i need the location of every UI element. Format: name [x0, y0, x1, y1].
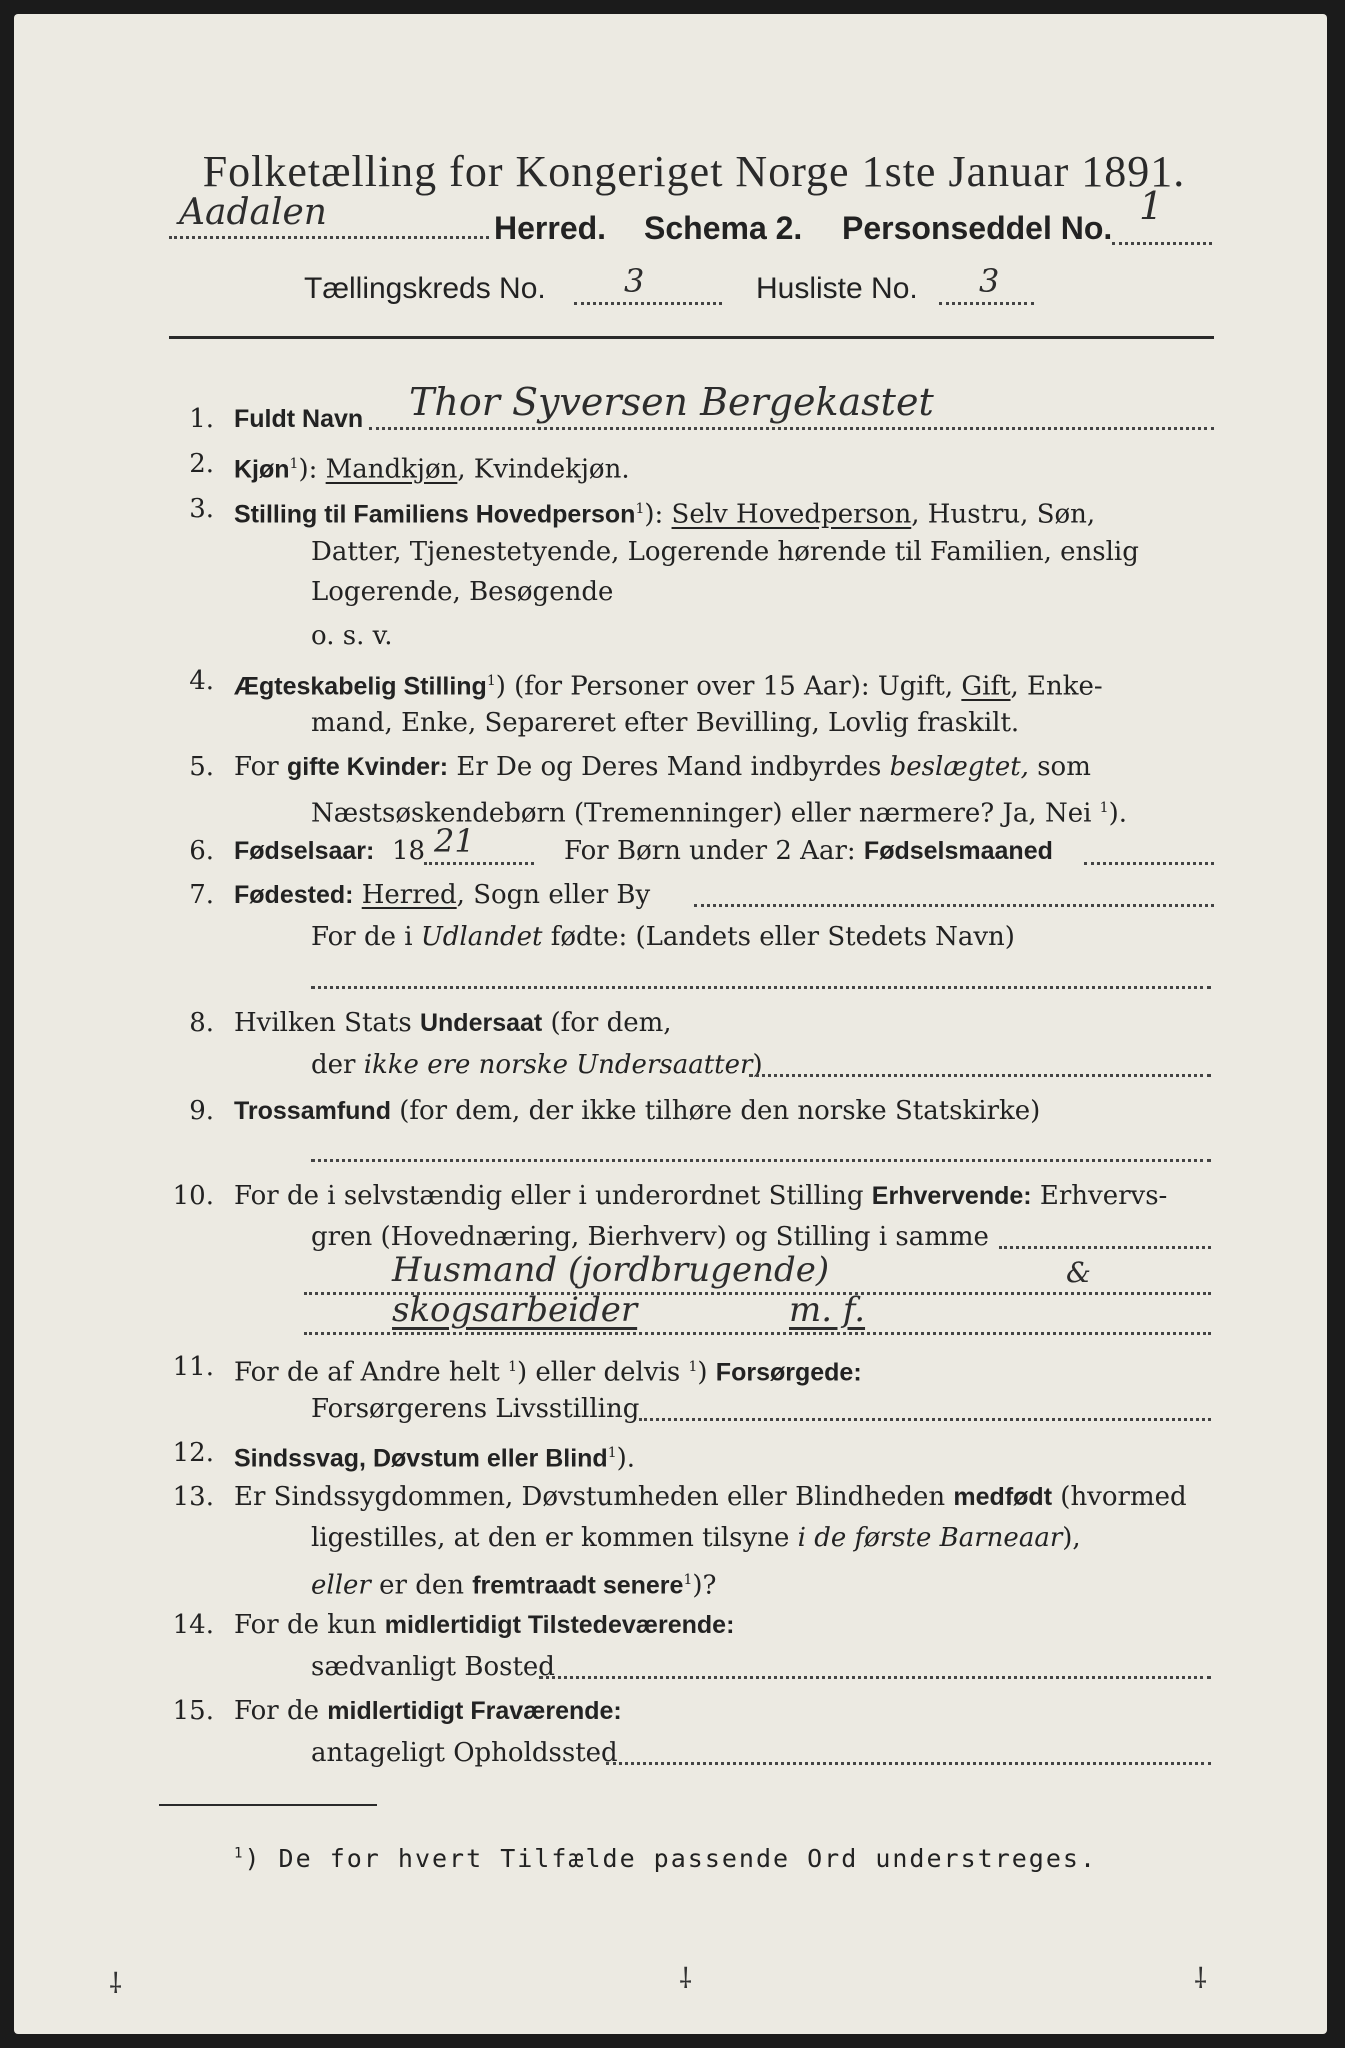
item-text: , Sogn eller By	[456, 880, 651, 910]
personseddel-value: 1	[1139, 184, 1164, 228]
item-label: Trossamfund	[234, 1097, 391, 1125]
item-text: (for dem, der ikke tilhøre den norske Statskirke)	[390, 1096, 1041, 1126]
footnote-ref: 1	[607, 1445, 617, 1461]
taellingskreds-value: 3	[624, 262, 645, 300]
footnote-ref: 1	[683, 1572, 693, 1588]
item-number: 10.	[172, 1181, 214, 1211]
item-label: Fødested:	[234, 881, 354, 909]
birth-month-line	[1084, 862, 1214, 865]
religion-line	[311, 1159, 1211, 1162]
usual-residence-line	[539, 1676, 1211, 1679]
item-number: 12.	[172, 1438, 214, 1468]
item-text: der	[311, 1050, 364, 1080]
footnote-ref: 1	[1099, 800, 1109, 816]
item-text: er den	[370, 1570, 473, 1601]
item-text: For Børn under 2 Aar:	[564, 836, 864, 866]
item-text: Er Sindssygdommen, Døvstumheden eller Blindheden	[234, 1482, 954, 1512]
option-selv-hovedperson-selected: Selv Hovedperson	[671, 499, 912, 530]
footnote-ref: 1	[635, 501, 645, 517]
item-label: Fuldt Navn	[234, 405, 364, 433]
option-mandkjon-selected: Mandkjøn	[325, 454, 458, 485]
item-number: 6.	[189, 836, 214, 866]
footnote-mark: 1	[234, 1845, 245, 1862]
occupation-value-1-tail: &	[1066, 1256, 1091, 1289]
occupation-value-2: skogsarbeider	[392, 1290, 638, 1330]
option-gift-selected: Gift	[961, 671, 1011, 702]
husliste-value: 3	[979, 262, 1000, 300]
item-label: midlertidigt Tilstedeværende:	[384, 1611, 735, 1639]
provider-line	[639, 1418, 1211, 1421]
item-text: ligestilles, at den er kommen tilsyne	[311, 1523, 798, 1553]
birth-year-prefix: 18	[392, 836, 426, 866]
options-line: Logerende, Besøgende	[311, 577, 614, 607]
separator: ):	[644, 499, 664, 530]
census-form	[14, 14, 1327, 2034]
item-text: ).	[616, 1443, 636, 1474]
item-text: For de af Andre helt	[234, 1357, 509, 1388]
item-number: 7.	[189, 880, 214, 910]
husliste-line	[939, 302, 1034, 305]
item-number: 2.	[189, 449, 214, 479]
item-number: 9.	[189, 1096, 214, 1126]
item-italic: Udlandet	[420, 922, 543, 952]
occupation-value-1: Husmand (jordbrugende)	[392, 1250, 830, 1290]
taellingskreds-line	[574, 302, 722, 305]
item-number: 3.	[189, 494, 214, 524]
item-text: ).	[1108, 798, 1128, 829]
item-text: Hvilken Stats	[234, 1008, 420, 1038]
item-text: (for dem,	[542, 1008, 672, 1038]
item-label: gifte Kvinder:	[286, 753, 449, 781]
occupation-value-2-tail: m. f.	[789, 1290, 866, 1330]
options-line: o. s. v.	[311, 621, 393, 651]
item-number: 5.	[189, 752, 214, 782]
header-rule	[169, 336, 1214, 339]
item-text: Erhvervs-	[1031, 1181, 1168, 1211]
full-name-value: Thor Syversen Bergekastet	[409, 380, 934, 424]
herred-value: Aadalen	[179, 192, 327, 233]
option-herred-selected: Herred	[361, 880, 457, 910]
item-italic: eller	[311, 1570, 371, 1601]
form-title: Folketælling for Kongeriget Norge 1ste Januar 1891.	[202, 147, 1186, 196]
item-label: Kjøn	[234, 455, 290, 484]
item-text: sædvanligt Bosted	[311, 1652, 555, 1682]
item-label: fremtraadt senere	[472, 1571, 684, 1600]
corner-mark-right: ⸸	[1194, 1962, 1208, 1995]
item-italic: ikke ere norske Undersaatter	[363, 1050, 753, 1080]
footnote-ref: 1	[486, 673, 496, 689]
herred-label: Herred.	[494, 210, 607, 246]
item-text: For de i	[311, 922, 421, 952]
item-text: Er De og Deres Mand indbyrdes	[448, 752, 890, 782]
census-sheet	[14, 14, 1327, 2034]
full-name-line	[369, 427, 1214, 430]
item-text: ),	[1062, 1523, 1081, 1553]
nationality-line	[749, 1074, 1211, 1077]
item-text: )	[752, 1050, 763, 1080]
footnote-ref: 1	[289, 456, 299, 472]
item-italic: beslægtet,	[889, 752, 1029, 782]
footnote-ref: 1	[508, 1359, 517, 1375]
footnote	[234, 1844, 1097, 1873]
item-number: 11.	[172, 1352, 214, 1382]
herred-line	[169, 236, 489, 239]
item-label: Sindssvag, Døvstum eller Blind	[234, 1444, 608, 1473]
item-text: , Enke-	[1010, 671, 1103, 702]
item-number: 13.	[172, 1482, 214, 1512]
item-label: Ægteskabelig Stilling	[234, 672, 487, 701]
taellingskreds-label: Tællingskreds No.	[304, 272, 546, 305]
item-text: )	[697, 1357, 716, 1388]
item-label: Undersaat	[419, 1009, 543, 1037]
item-number: 1.	[189, 404, 214, 434]
personseddel-line	[1112, 242, 1212, 245]
item-text: ) eller delvis	[516, 1357, 689, 1388]
item-text: (hvormed	[1052, 1482, 1187, 1512]
item-text: fødte: (Landets eller Stedets Navn)	[542, 922, 1015, 952]
item-number: 14.	[172, 1610, 214, 1640]
item-number: 15.	[172, 1696, 214, 1726]
item-label: Fødselsmaaned	[863, 837, 1053, 865]
item-number: 8.	[189, 1008, 214, 1038]
item-text: For de i selvstændig eller i underordnet Stilling	[234, 1181, 872, 1211]
item-text: gren (Hovednæring, Bierhverv) og Stilling i samme	[311, 1222, 989, 1252]
schema-label: Schema 2.	[644, 210, 803, 246]
options-line: Datter, Tjenestetyende, Logerende hørende til Familien, enslig	[311, 537, 1139, 567]
occupation-line-1	[999, 1246, 1211, 1249]
item-label: Forsørgede:	[715, 1358, 862, 1387]
center-mark: ⸸	[679, 1962, 693, 1995]
item-label: Fødselsaar:	[234, 837, 375, 865]
item-italic: i de første Barneaar	[797, 1523, 1063, 1553]
birth-year-value: 21	[434, 822, 475, 860]
item-label: Stilling til Familiens Hovedperson	[234, 500, 636, 529]
birthplace-line	[694, 904, 1214, 907]
corner-mark-left: ⸸	[109, 1967, 123, 2000]
options-rest: , Kvindekjøn.	[457, 454, 630, 485]
options-line: mand, Enke, Separeret efter Bevilling, Lovlig fraskilt.	[311, 708, 1020, 738]
husliste-label: Husliste No.	[756, 272, 918, 305]
birth-year-line	[424, 862, 534, 865]
occupation-line-3	[304, 1332, 1211, 1335]
footnote-text: ) De for hvert Tilfælde passende Ord understreges.	[244, 1844, 1098, 1873]
separator: ):	[298, 454, 318, 485]
item-text: Forsørgerens Livsstilling	[311, 1394, 640, 1424]
item-text: antageligt Opholdssted	[311, 1738, 618, 1768]
personseddel-label: Personseddel No.	[842, 210, 1113, 246]
options-rest: , Hustru, Søn,	[911, 499, 1096, 530]
item-text: For de kun	[234, 1610, 385, 1640]
item-text: som	[1028, 752, 1091, 782]
footnote-ref: 1	[688, 1359, 698, 1375]
footnote-rule	[159, 1804, 377, 1806]
item-label: medfødt	[953, 1483, 1053, 1511]
foreign-birthplace-line	[311, 986, 1211, 989]
item-text: ) (for Personer over 15 Aar): Ugift,	[495, 671, 962, 702]
item-label: midlertidigt Fraværende:	[327, 1697, 622, 1725]
item-number: 4.	[189, 666, 214, 696]
item-text: For	[234, 752, 287, 782]
item-text: )?	[692, 1570, 717, 1601]
item-text: Næstsøskendebørn (Tremenninger) eller nærmere? Ja, Nei	[311, 798, 1100, 829]
item-text: For de	[234, 1696, 328, 1726]
stay-location-line	[606, 1762, 1211, 1765]
item-label: Erhvervende:	[871, 1182, 1032, 1210]
